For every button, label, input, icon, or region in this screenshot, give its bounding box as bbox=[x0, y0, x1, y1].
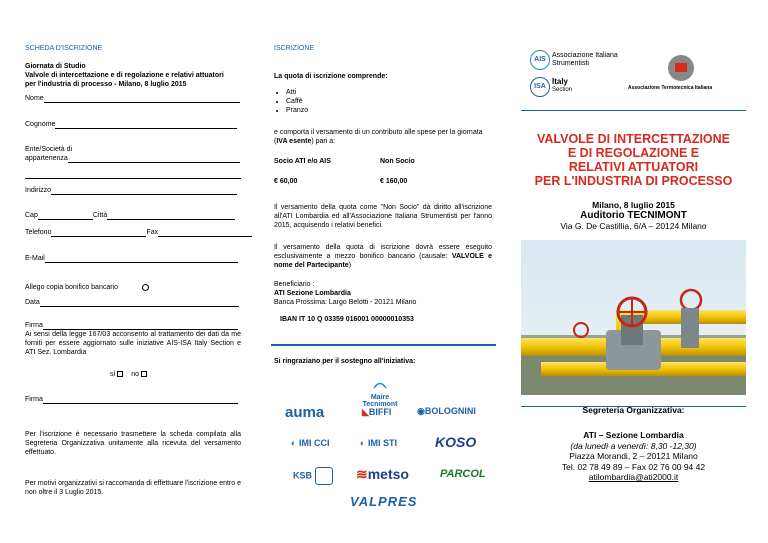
list-item: • Atti bbox=[286, 88, 308, 97]
telefono-label: Telefono bbox=[25, 229, 52, 236]
bolognini-icon: ◉ bbox=[417, 406, 425, 416]
biffi-mark-icon: ◣ bbox=[362, 407, 369, 417]
telefono-fax-field[interactable] bbox=[25, 228, 252, 237]
bonifico-text: Il versamento della quota di iscrizione dovrà essere eseguito esclusivamente a mezzo bonifico bancario (causale: VALVOLE e nome del Partecipante) bbox=[274, 244, 493, 269]
citta-label: Città bbox=[92, 212, 108, 219]
ais-name: Associazione Italiana Strumentisti bbox=[552, 52, 618, 67]
form-title: SCHEDA D'ISCRIZIONE bbox=[25, 45, 103, 52]
bolognini-logo: ◉BOLOGNINI bbox=[417, 406, 476, 416]
event-line: Giornata di Studio bbox=[25, 63, 86, 70]
metso-mark-icon: ≋ bbox=[356, 466, 368, 482]
event-title bbox=[521, 132, 746, 188]
socio-label: Socio ATI e/o AIS bbox=[274, 158, 331, 165]
ati-name: Associazione Termotecnica Italiana bbox=[628, 85, 713, 91]
cognome-field[interactable] bbox=[25, 120, 237, 129]
event-title-line: VALVOLE DI INTERCETTAZIONE bbox=[536, 132, 731, 146]
ente-field-extra[interactable] bbox=[25, 170, 241, 179]
imi-icon: ◐ bbox=[291, 438, 297, 448]
email-label: E-Mail bbox=[25, 255, 45, 262]
divider bbox=[521, 110, 746, 111]
firma2-label: Firma bbox=[25, 396, 43, 403]
valves-photo bbox=[521, 240, 746, 395]
isa-logo-icon: ISA bbox=[530, 77, 550, 97]
maire-tecnimont-logo: Maire Tecnimont bbox=[355, 376, 405, 408]
imi-icon: ◐ bbox=[360, 438, 366, 448]
cap-label: Cap bbox=[25, 212, 38, 219]
cognome-label: Cognome bbox=[25, 121, 56, 128]
event-line: per l'industria di processo - Milano, 8 luglio 2015 bbox=[25, 81, 187, 88]
no-label: no bbox=[131, 371, 139, 378]
event-address: Via G. De Castillia, 6/A – 20124 Milano bbox=[560, 221, 707, 231]
no-checkbox[interactable] bbox=[141, 371, 147, 377]
event-details bbox=[521, 200, 746, 231]
beneficiario-name: ATI Sezione Lombardia bbox=[274, 290, 351, 297]
list-item: • Pranzo bbox=[286, 106, 308, 115]
segreteria-block bbox=[521, 405, 746, 416]
segreteria-org: ATI – Sezione Lombardia bbox=[583, 430, 684, 440]
maire-arc-icon bbox=[373, 381, 387, 389]
note-iscrizione: Per l'iscrizione è necessario trasmettere la scheda compilata alla Segreteria Organizzativa unitamente alla ricevuta del versamento effettuato. bbox=[25, 431, 241, 456]
metso-logo: ≋metso bbox=[356, 466, 409, 482]
ksb-logo: KSB bbox=[293, 467, 333, 485]
cap-citta-field[interactable] bbox=[25, 211, 235, 220]
quota-items bbox=[274, 88, 308, 115]
event-title-line: PER L'INDUSTRIA DI PROCESSO bbox=[534, 174, 733, 188]
bonifico-radio[interactable] bbox=[142, 284, 149, 291]
indirizzo-field[interactable] bbox=[25, 186, 237, 195]
koso-logo: KOSO bbox=[435, 434, 477, 450]
segreteria-address: Piazza Morandi, 2 – 20121 Milano bbox=[569, 451, 698, 461]
beneficiario-label: Beneficiario : bbox=[274, 281, 315, 288]
ente-label-line1: Ente/Società di bbox=[25, 146, 73, 153]
ente-field[interactable] bbox=[25, 154, 240, 163]
ais-logo-icon: AIS bbox=[530, 50, 550, 70]
parcol-logo: PARCOL bbox=[440, 468, 486, 480]
sostegno-text: Si ringraziano per il sostegno all'iniziativa: bbox=[274, 358, 416, 365]
non-socio-price: € 160,00 bbox=[380, 178, 408, 185]
segreteria-hours: (da lunedì a venerdì: 8,30 -12,30) bbox=[570, 440, 697, 451]
ente-label: appartenenza bbox=[25, 155, 68, 162]
segreteria-title: Segreteria Organizzativa: bbox=[582, 405, 685, 415]
consent-options[interactable] bbox=[110, 370, 147, 379]
isa-name: Italy Section bbox=[552, 77, 573, 93]
versamento-text: e comporta il versamento di un contributo alle spese per la giornata (IVA esente) pari a: bbox=[274, 129, 483, 145]
ati-gear-icon bbox=[668, 55, 694, 81]
valpres-logo: VALPRES bbox=[350, 494, 418, 509]
socio-price: € 60,00 bbox=[274, 178, 298, 185]
indirizzo-label: Indirizzo bbox=[25, 187, 52, 194]
event-line: Valvole di intercettazione e di regolazione e relativi attuatori bbox=[25, 72, 224, 79]
data-field[interactable] bbox=[25, 298, 239, 307]
email-field[interactable] bbox=[25, 254, 238, 263]
imi-sti-logo: ◐ IMI STI bbox=[360, 438, 397, 448]
imi-cci-logo: ◐ IMI CCI bbox=[291, 438, 330, 448]
ksb-square-icon bbox=[315, 467, 333, 485]
list-item: • Caffè bbox=[286, 97, 308, 106]
iscrizione-title: ISCRIZIONE bbox=[274, 45, 315, 52]
segreteria-email-link[interactable]: atilombardia@ati2000.it bbox=[588, 472, 679, 482]
si-checkbox[interactable] bbox=[117, 371, 123, 377]
si-label: sì bbox=[110, 371, 116, 378]
firma-label: Firma bbox=[25, 322, 43, 329]
auma-logo: auma bbox=[285, 404, 325, 421]
segreteria-phone: Tel. 02 78 49 89 – Fax 02 76 00 94 42 bbox=[561, 461, 706, 472]
data-label: Data bbox=[25, 299, 40, 306]
non-socio-note: Il versamento della quota come "Non Socio" dà diritto all'iscrizione all'ATI Lombardia ed all'Associazione Italiana Strumentisti per l'anno 2015, acquisendo i relativi benefici. bbox=[274, 204, 492, 229]
banca-text: Banca Prossima: Largo Belotti - 20121 Milano bbox=[274, 299, 417, 306]
event-info bbox=[25, 62, 255, 89]
divider bbox=[271, 344, 496, 346]
firma2-field[interactable] bbox=[25, 395, 238, 404]
event-title-line: RELATIVI ATTUATORI bbox=[568, 160, 699, 174]
iban-text: IBAN IT 10 Q 03359 016001 00000010353 bbox=[280, 316, 414, 323]
biffi-logo: ◣BIFFI bbox=[362, 407, 392, 417]
non-socio-label: Non Socio bbox=[380, 158, 415, 165]
quota-heading: La quota di iscrizione comprende: bbox=[274, 73, 388, 80]
bonifico-label: Allego copia bonifico bancario bbox=[25, 284, 119, 291]
firma-field[interactable] bbox=[25, 321, 238, 330]
event-title-line: E DI REGOLAZIONE E bbox=[567, 146, 700, 160]
bonifico-checkbox[interactable] bbox=[25, 283, 149, 292]
nome-field[interactable] bbox=[25, 94, 240, 103]
privacy-text: Ai sensi della legge 167/03 acconsento al trattamento dei dati da me forniti per essere aggiornato sulle iniziative AIS-ISA Italy Section e ATI Sez. Lombardia bbox=[25, 331, 241, 356]
event-venue: Auditorio TECNIMONT bbox=[580, 210, 687, 221]
nome-label: Nome bbox=[25, 95, 44, 102]
event-date: Milano, 8 luglio 2015 bbox=[592, 200, 675, 210]
fax-label: Fax bbox=[146, 229, 159, 236]
segreteria-contacts bbox=[521, 430, 746, 483]
note-scadenza: Per motivi organizzativi si raccomanda di effettuare l'iscrizione entro e non oltre il 3 Luglio 2015. bbox=[25, 480, 241, 496]
